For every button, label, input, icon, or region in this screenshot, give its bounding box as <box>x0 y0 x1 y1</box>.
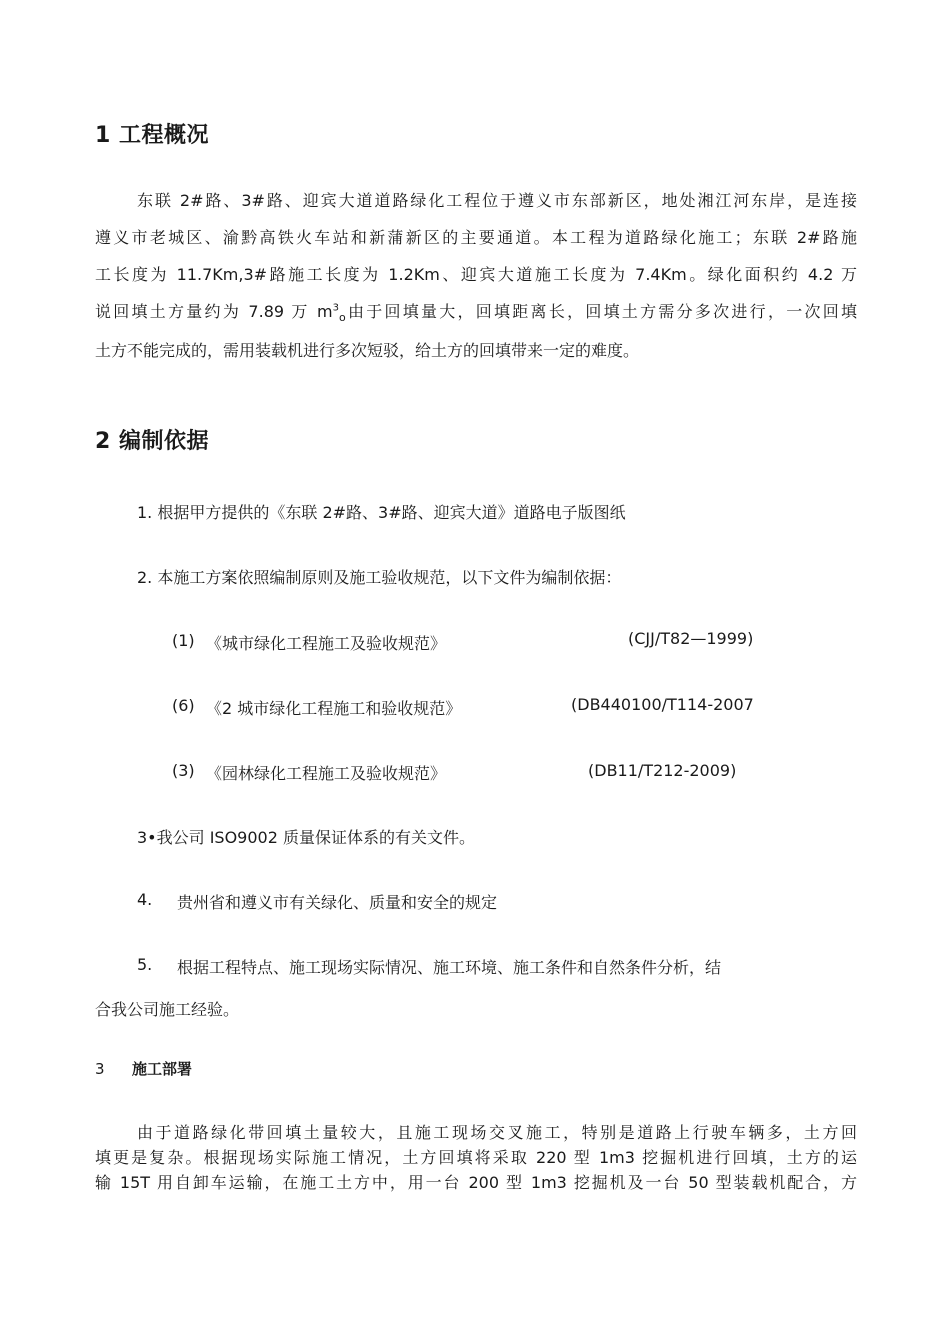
basis-item-2: 2. 本施工方案依照编制原则及施工验收规范，以下文件为编制依据： <box>137 568 622 587</box>
subscript-o: o <box>338 311 346 324</box>
section-3-heading <box>95 1058 192 1079</box>
paragraph-line: 遵义市老城区、渝黔高铁火车站和新蒲新区的主要通道。本工程为道路绿化施工；东联 2#路施 <box>95 228 857 247</box>
basis-item-4-text: 贵州省和遵义市有关绿化、质量和安全的规定 <box>177 893 498 912</box>
basis-item-1: 1. 根据甲方提供的《东联 2#路、3#路、迎宾大道》道路电子版图纸 <box>137 503 626 522</box>
standard-number: (6) <box>172 696 195 715</box>
section-1-heading: 1 工程概况 <box>95 123 209 148</box>
standard-title: 《园林绿化工程施工及验收规范》 <box>206 764 447 783</box>
section-3-number: 3 <box>95 1060 105 1078</box>
basis-item-5-continuation: 合我公司施工经验。 <box>95 1000 240 1019</box>
superscript-3: 3 <box>332 302 339 314</box>
standard-title: 《城市绿化工程施工及验收规范》 <box>206 634 447 653</box>
section-3-paragraph <box>95 1120 857 1195</box>
standard-number: (1) <box>172 631 195 650</box>
basis-item-5-text: 根据工程特点、施工现场实际情况、施工环境、施工条件和自然条件分析，结 <box>177 958 722 977</box>
section-1-paragraph <box>95 182 857 369</box>
paragraph-line: 土方不能完成的，需用装载机进行多次短驳，给土方的回填带来一定的难度。 <box>95 341 640 360</box>
basis-item-5-number: 5. <box>137 955 153 974</box>
standard-code: (DB440100/T114-2007 <box>571 695 754 714</box>
paragraph-line: 填更是复杂。根据现场实际施工情况，土方回填将采取 220 型 1m3 挖掘机进行回填，土方的运 <box>95 1148 857 1167</box>
paragraph-line: 由于道路绿化带回填土量较大，且施工现场交叉施工，特别是道路上行驶车辆多，土方回 <box>137 1123 857 1142</box>
volume-text: 说回填土方量约为 7.89 万 m <box>95 302 333 321</box>
standard-number: (3) <box>172 761 195 780</box>
standard-code: (DB11/T212-2009) <box>588 761 737 780</box>
standard-title: 《2 城市绿化工程施工和验收规范》 <box>206 699 462 718</box>
paragraph-line: 输 15T 用自卸车运输，在施工土方中，用一台 200 型 1m3 挖掘机及一台 50 型装载机配合，方 <box>95 1173 857 1192</box>
standard-code: (CJJ/T82—1999) <box>628 629 754 648</box>
volume-text-cont: 由于回填量大，回填距离长，回填土方需分多次进行，一次回填 <box>345 302 857 321</box>
paragraph-line: 东联 2#路、3#路、迎宾大道道路绿化工程位于遵义市东部新区，地处湘江河东岸，是连接 <box>137 191 857 210</box>
basis-item-4-number: 4. <box>137 890 153 909</box>
section-3-title: 施工部署 <box>132 1060 193 1078</box>
paragraph-line <box>95 293 857 332</box>
basis-item-3: 3•我公司 ISO9002 质量保证体系的有关文件。 <box>137 828 475 847</box>
paragraph-line: 工长度为 11.7Km,3#路施工长度为 1.2Km、迎宾大道施工长度为 7.4Km。绿化面积约 4.2 万 <box>95 265 857 284</box>
section-2-heading: 2 编制依据 <box>95 429 209 454</box>
